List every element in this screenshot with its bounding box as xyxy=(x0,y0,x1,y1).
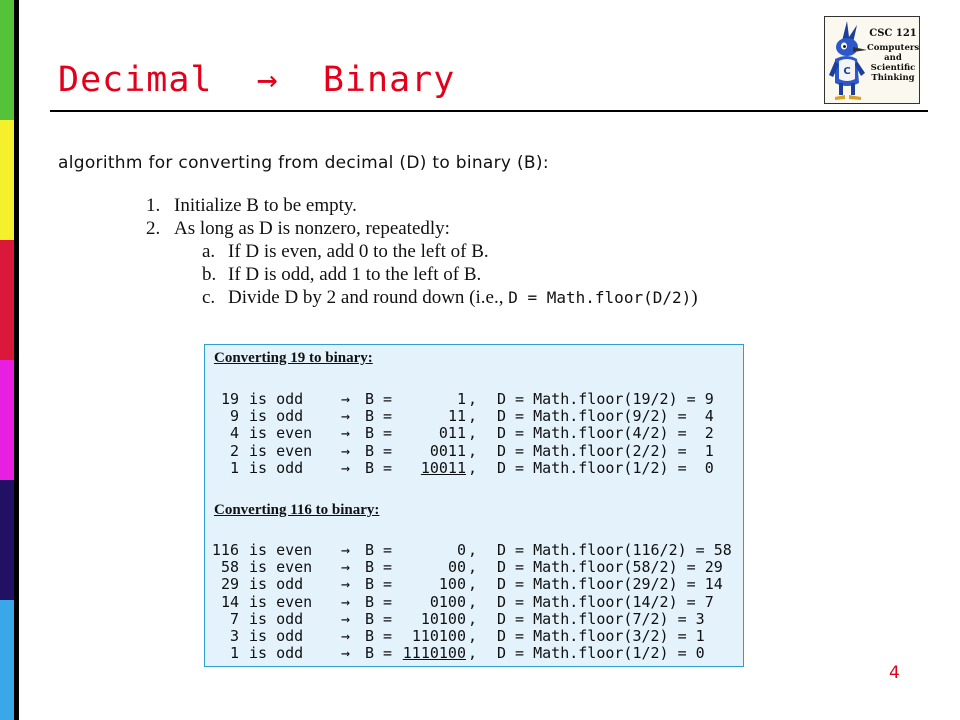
strip-segment-green xyxy=(0,0,14,120)
logo-text xyxy=(867,29,919,83)
row-parity: is odd xyxy=(249,390,304,408)
row-d-expression: D = Math.floor(3/2) = 1 xyxy=(497,627,705,645)
row-parity: is odd xyxy=(249,575,304,594)
row-number: 7 xyxy=(229,609,239,628)
svg-text:C: C xyxy=(843,66,851,77)
row-comma: , xyxy=(468,644,478,663)
conversion-row xyxy=(205,391,735,408)
row-number: 19 xyxy=(220,390,239,408)
row-b-value: 11 xyxy=(447,407,466,426)
row-b-label: B = xyxy=(365,541,393,559)
course-logo xyxy=(824,16,920,104)
color-strip xyxy=(0,0,14,720)
substep-letter: b. xyxy=(202,264,217,285)
row-b-label: B = xyxy=(365,644,393,663)
intro-text: algorithm for converting from decimal (D) to binary (B): xyxy=(58,153,549,173)
row-parity: is odd xyxy=(249,644,304,663)
row-number: 58 xyxy=(220,558,239,577)
row-comma: , xyxy=(468,592,478,611)
row-number: 29 xyxy=(220,575,239,594)
arrow-icon: → xyxy=(341,407,351,426)
step-number: 2. xyxy=(146,218,161,239)
example-box xyxy=(204,344,744,667)
step-text: As long as D is nonzero, repeatedly: xyxy=(174,218,450,239)
substep-text: If D is odd, add 1 to the left of B. xyxy=(228,264,482,285)
arrow-icon: → xyxy=(341,644,351,663)
logo-line: Computers xyxy=(867,43,920,53)
conversion-row xyxy=(205,425,735,442)
row-b-value: 10011 xyxy=(420,458,466,477)
row-number: 3 xyxy=(229,627,239,645)
row-d-expression: D = Math.floor(1/2) = 0 xyxy=(497,644,705,663)
row-d-expression: D = Math.floor(2/2) = 1 xyxy=(497,441,714,460)
step-2c xyxy=(146,286,698,309)
example-heading: Converting 19 to binary: xyxy=(214,350,373,366)
logo-line: Thinking xyxy=(871,73,915,83)
row-comma: , xyxy=(468,441,478,460)
substep-close: ) xyxy=(691,287,698,308)
row-d-expression: D = Math.floor(9/2) = 4 xyxy=(497,407,714,426)
step-1 xyxy=(146,194,698,217)
strip-segment-navy xyxy=(0,480,14,600)
arrow-icon: → xyxy=(341,424,351,443)
row-d-expression: D = Math.floor(1/2) = 0 xyxy=(497,458,714,477)
conversion-row xyxy=(205,408,735,425)
conversion-row xyxy=(205,594,735,611)
row-b-value: 0100 xyxy=(429,592,466,611)
row-d-expression: D = Math.floor(19/2) = 9 xyxy=(497,390,714,408)
row-d-expression: D = Math.floor(4/2) = 2 xyxy=(497,424,714,443)
row-b-label: B = xyxy=(365,592,393,611)
row-d-expression: D = Math.floor(58/2) = 29 xyxy=(497,558,723,577)
step-2 xyxy=(146,217,698,240)
strip-segment-yellow xyxy=(0,120,14,240)
title-divider xyxy=(50,110,928,112)
conversion-row xyxy=(205,460,735,477)
step-text: Initialize B to be empty. xyxy=(174,195,357,216)
arrow-icon: → xyxy=(341,609,351,628)
conversion-row xyxy=(205,559,735,576)
step-2a xyxy=(146,240,698,263)
example-heading: Converting 116 to binary: xyxy=(214,502,380,518)
page-number: 4 xyxy=(889,663,900,683)
row-number: 116 xyxy=(211,541,239,559)
conversion-row xyxy=(205,443,735,460)
row-b-value: 011 xyxy=(438,424,466,443)
row-b-label: B = xyxy=(365,458,393,477)
row-b-label: B = xyxy=(365,627,393,645)
conversion-row xyxy=(205,628,735,645)
row-d-expression: D = Math.floor(29/2) = 14 xyxy=(497,575,723,594)
conversion-row xyxy=(205,576,735,593)
arrow-icon: → xyxy=(341,592,351,611)
step-number: 1. xyxy=(146,195,161,216)
row-comma: , xyxy=(468,390,478,408)
row-d-expression: D = Math.floor(116/2) = 58 xyxy=(497,541,732,559)
row-b-value: 100 xyxy=(438,575,466,594)
row-b-label: B = xyxy=(365,609,393,628)
substep-code: D = Math.floor(D/2) xyxy=(508,288,692,307)
row-parity: is odd xyxy=(249,609,304,628)
row-parity: is even xyxy=(249,558,313,577)
row-b-label: B = xyxy=(365,441,393,460)
strip-segment-magenta xyxy=(0,360,14,480)
row-parity: is odd xyxy=(249,458,304,477)
row-b-label: B = xyxy=(365,407,393,426)
row-comma: , xyxy=(468,458,478,477)
row-parity: is even xyxy=(249,592,313,611)
logo-line: and xyxy=(884,53,902,63)
row-number: 1 xyxy=(229,644,239,663)
row-comma: , xyxy=(468,627,478,645)
row-number: 1 xyxy=(229,458,239,477)
arrow-icon: → xyxy=(341,458,351,477)
conversion-row xyxy=(205,645,735,662)
row-b-value: 1 xyxy=(456,390,466,408)
conversion-row xyxy=(205,542,735,559)
arrow-icon: → xyxy=(341,390,351,408)
row-comma: , xyxy=(468,609,478,628)
substep-letter: a. xyxy=(202,241,216,262)
row-parity: is even xyxy=(249,541,313,559)
logo-course-code: CSC 121 xyxy=(869,28,917,39)
row-b-value: 0011 xyxy=(429,441,466,460)
row-comma: , xyxy=(468,407,478,426)
substep-text: Divide D by 2 and round down (i.e., xyxy=(228,287,504,308)
slide-title: Decimal → Binary xyxy=(58,60,456,100)
row-b-label: B = xyxy=(365,424,393,443)
row-b-value: 1110100 xyxy=(402,644,466,663)
logo-line: Scientific xyxy=(870,63,916,73)
arrow-icon: → xyxy=(341,441,351,460)
row-b-value: 110100 xyxy=(411,627,466,645)
arrow-icon: → xyxy=(341,541,351,559)
algorithm-steps xyxy=(146,194,698,309)
step-2b xyxy=(146,263,698,286)
row-b-label: B = xyxy=(365,390,393,408)
row-comma: , xyxy=(468,424,478,443)
row-number: 9 xyxy=(229,407,239,426)
row-comma: , xyxy=(468,541,478,559)
arrow-icon: → xyxy=(341,627,351,645)
row-b-label: B = xyxy=(365,575,393,594)
row-parity: is even xyxy=(249,441,313,460)
row-b-value: 0 xyxy=(456,541,466,559)
row-d-expression: D = Math.floor(14/2) = 7 xyxy=(497,592,714,611)
strip-segment-red xyxy=(0,240,14,360)
strip-segment-blue xyxy=(0,600,14,720)
row-b-label: B = xyxy=(365,558,393,577)
row-b-value: 00 xyxy=(447,558,466,577)
row-comma: , xyxy=(468,575,478,594)
substep-text: If D is even, add 0 to the left of B. xyxy=(228,241,489,262)
strip-edge xyxy=(14,0,19,720)
row-comma: , xyxy=(468,558,478,577)
row-parity: is odd xyxy=(249,627,304,645)
arrow-icon: → xyxy=(341,558,351,577)
arrow-icon: → xyxy=(341,575,351,594)
row-parity: is odd xyxy=(249,407,304,426)
row-d-expression: D = Math.floor(7/2) = 3 xyxy=(497,609,705,628)
row-parity: is even xyxy=(249,424,313,443)
row-number: 2 xyxy=(229,441,239,460)
row-b-value: 10100 xyxy=(420,609,466,628)
row-number: 4 xyxy=(229,424,239,443)
conversion-row xyxy=(205,611,735,628)
substep-letter: c. xyxy=(202,287,216,308)
row-number: 14 xyxy=(220,592,239,611)
